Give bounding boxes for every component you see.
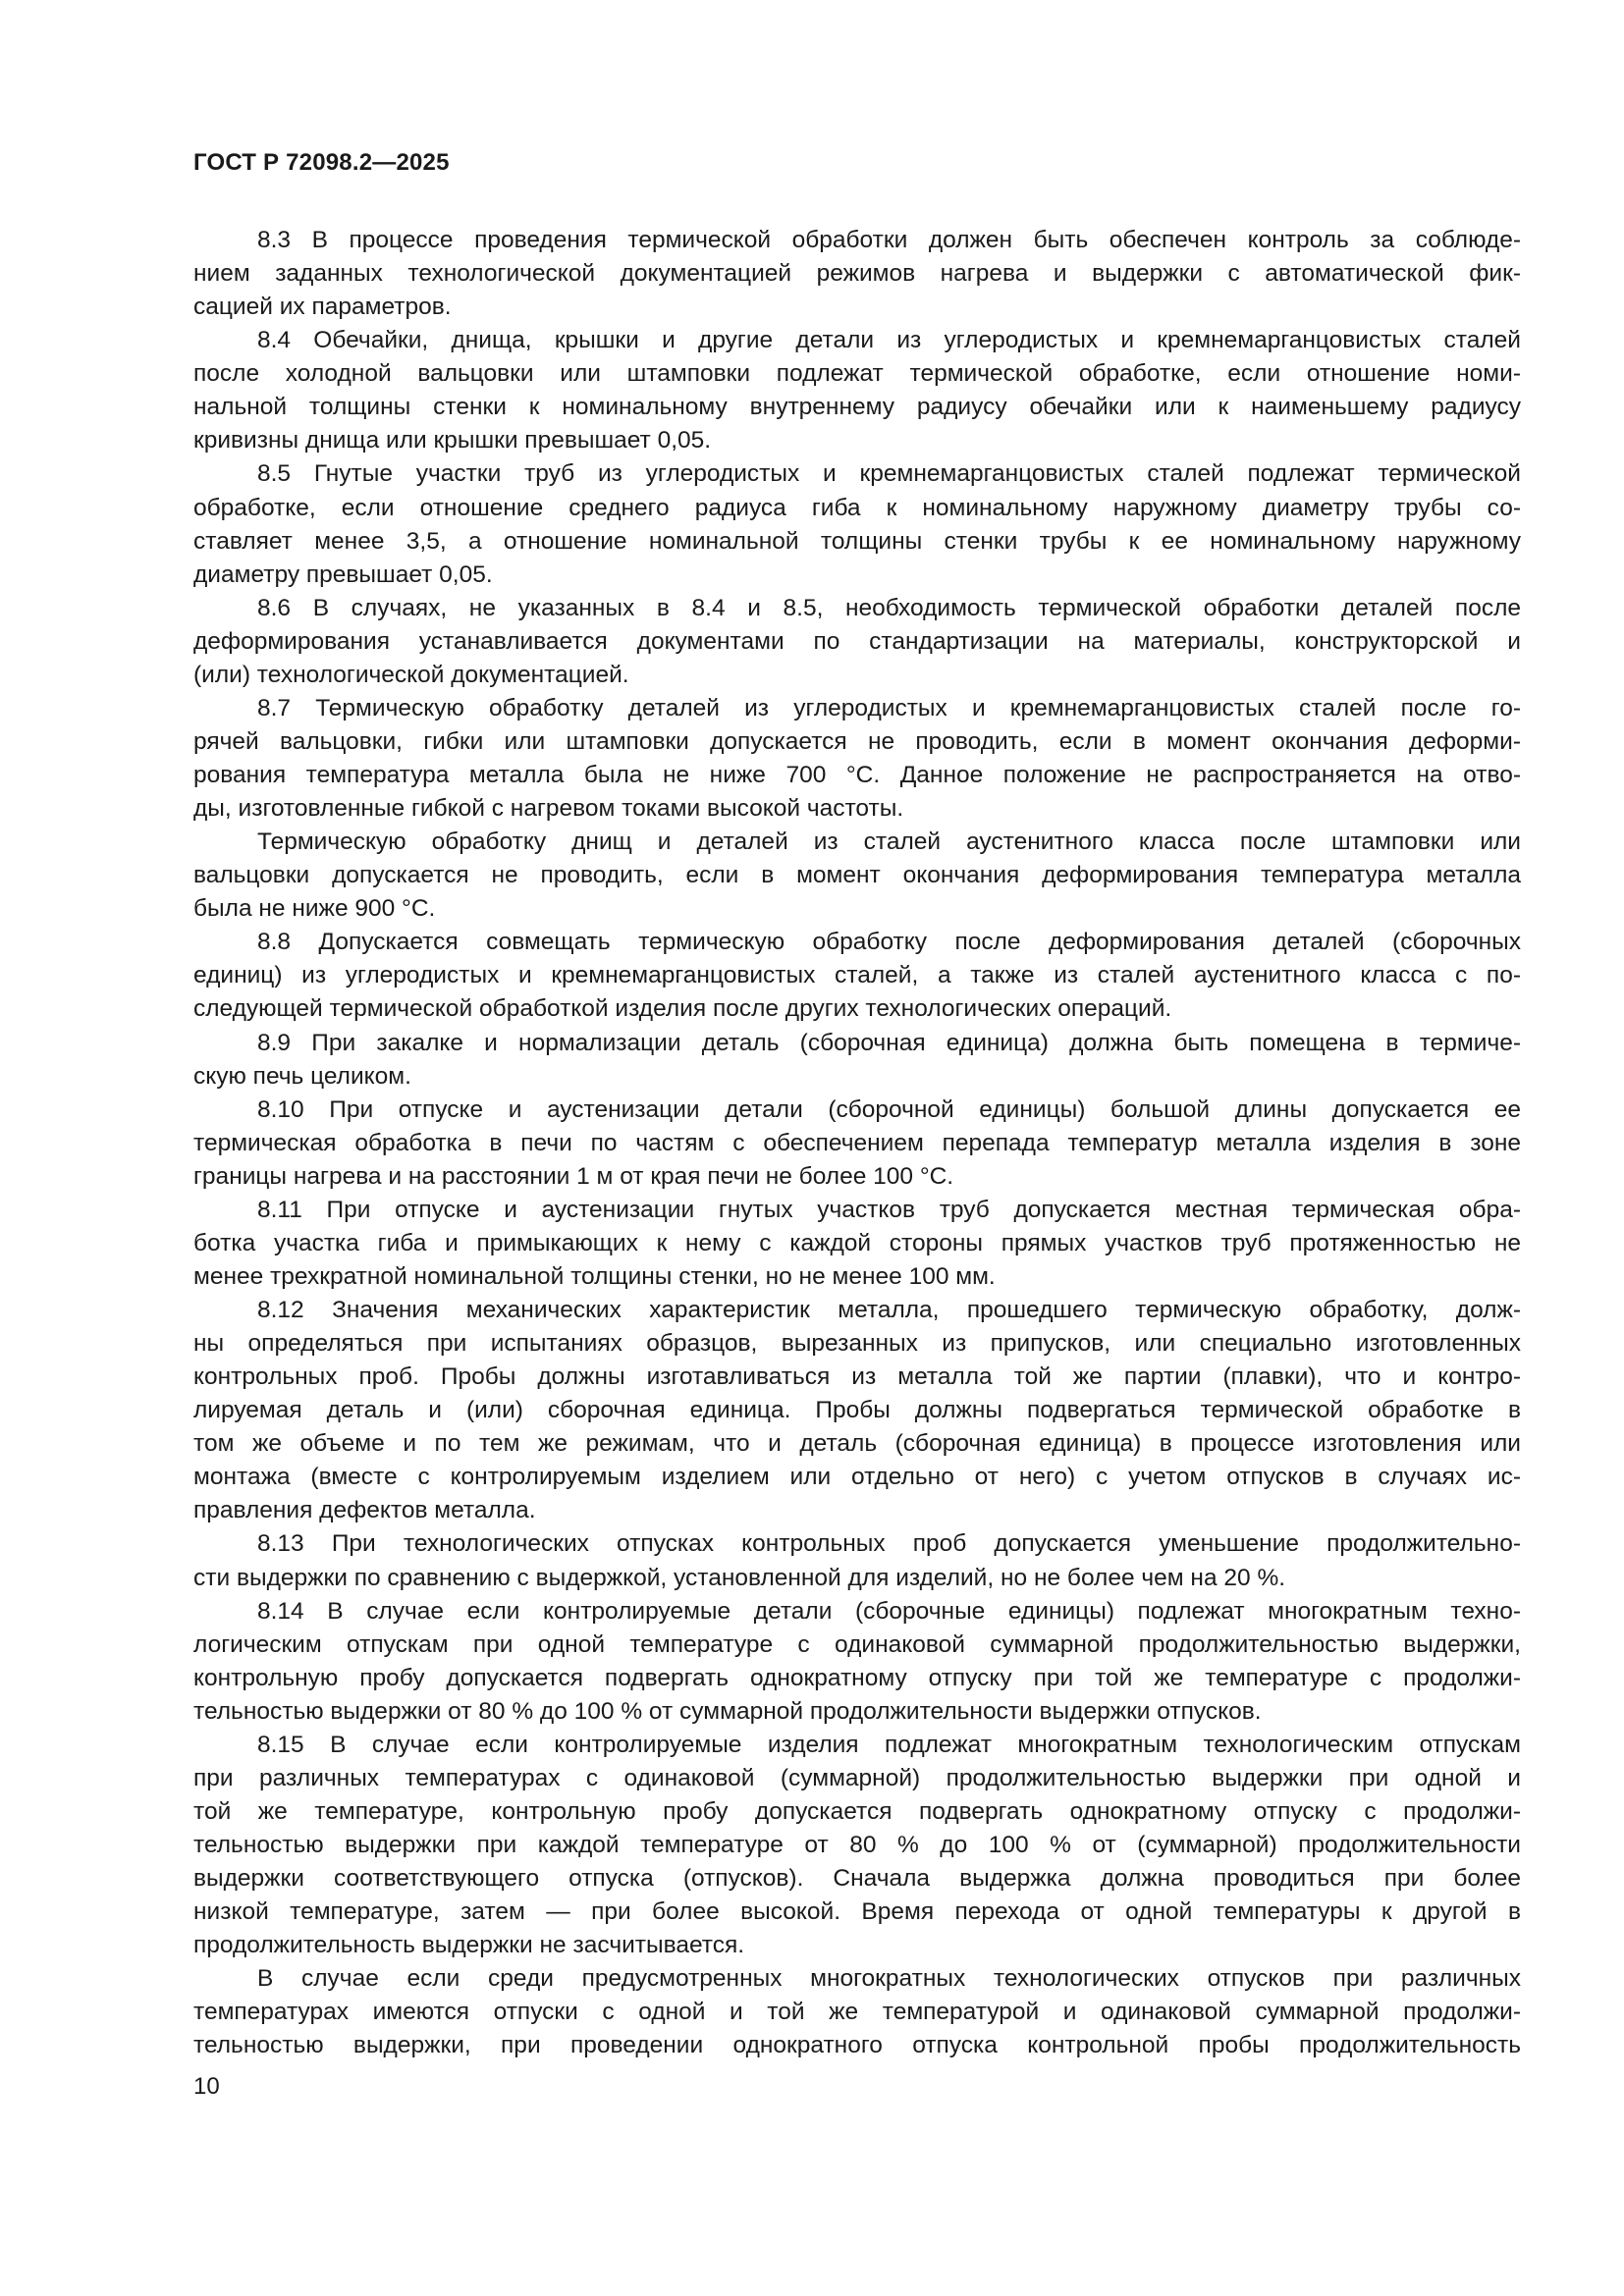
text-line: температурах имеются отпуски с одной и той же температурой и одинаковой суммарной продолжи- xyxy=(193,1999,1521,2026)
text-line: термическая обработка в печи по частям с обеспечением перепада температур металла изделия в зоне xyxy=(193,1129,1521,1156)
text-line: 8.11 При отпуске и аустенизации гнутых участков труб допускается местная термическая обра- xyxy=(257,1196,1521,1223)
paragraph xyxy=(193,1027,1521,1094)
text-line: монтажа (вместе с контролируемым изделием или отдельно от него) с учетом отпусков в случаях ис- xyxy=(193,1464,1521,1491)
text-line: рования температура металла была не ниже 700 °С. Данное положение не распространяется на отво- xyxy=(193,762,1521,788)
paragraph xyxy=(193,592,1521,692)
paragraph xyxy=(193,692,1521,826)
document-header: ГОСТ Р 72098.2—2025 xyxy=(193,149,450,176)
text-line: 8.15 В случае если контролируемые изделия подлежат многократным технологическим отпускам xyxy=(257,1731,1521,1758)
paragraph xyxy=(193,1527,1521,1594)
text-line: низкой температуре, затем — при более высокой. Время перехода от одной температуры к другой в xyxy=(193,1898,1521,1926)
text-line: при различных температурах с одинаковой (суммарной) продолжительностью выдержки при одной и xyxy=(193,1764,1521,1791)
text-line: нием заданных технологической документацией режимов нагрева и выдержки с автоматической фик- xyxy=(193,260,1521,288)
text-line: границы нагрева и на расстоянии 1 м от края печи не более 100 °С. xyxy=(193,1162,954,1190)
paragraph xyxy=(193,1595,1521,1729)
text-line: после холодной вальцовки или штамповки подлежат термической обработке, если отношение номи- xyxy=(193,360,1521,388)
paragraph xyxy=(193,1094,1521,1194)
text-line: 8.6 В случаях, не указанных в 8.4 и 8.5, необходимость термической обработки деталей после xyxy=(257,594,1521,621)
text-line: правления дефектов металла. xyxy=(193,1497,536,1524)
text-line: ны определяться при испытаниях образцов, вырезанных из припусков, или специально изготовленных xyxy=(193,1330,1521,1358)
text-line: 8.7 Термическую обработку деталей из углеродистых и кремнемарганцовистых сталей после го- xyxy=(257,694,1521,721)
text-line: 8.13 При технологических отпусках контрольных проб допускается уменьшение продолжительно- xyxy=(257,1530,1521,1558)
text-line: 8.8 Допускается совмещать термическую обработку после деформирования деталей (сборочных xyxy=(257,929,1521,956)
text-line: 8.14 В случае если контролируемые детали (сборочные единицы) подлежат многократным техно- xyxy=(257,1597,1521,1625)
text-line: ставляет менее 3,5, а отношение номинальной толщины стенки трубы к ее номинальному наружному xyxy=(193,527,1521,555)
text-line: 8.10 При отпуске и аустенизации детали (сборочной единицы) большой длины допускается ее xyxy=(257,1095,1521,1123)
paragraph xyxy=(193,1194,1521,1294)
text-line: той же температуре, контрольную пробу допускается подвергать однократному отпуску с продолжи- xyxy=(193,1797,1521,1825)
text-line: деформирования устанавливается документами по стандартизации на материалы, конструкторской и xyxy=(193,627,1521,655)
paragraph xyxy=(193,1729,1521,1962)
text-line: диаметру превышает 0,05. xyxy=(193,561,493,588)
text-line: контрольных проб. Пробы должны изготавливаться из металла той же партии (плавки), что и контро- xyxy=(193,1363,1521,1391)
text-line: выдержки соответствующего отпуска (отпусков). Сначала выдержка должна проводиться при более xyxy=(193,1865,1521,1893)
paragraph xyxy=(193,1294,1521,1527)
paragraph xyxy=(193,224,1521,324)
text-line: том же объеме и по тем же режимам, что и деталь (сборочная единица) в процессе изготовления или xyxy=(193,1430,1521,1458)
text-line: логическим отпускам при одной температуре с одинаковой суммарной продолжительностью выдержки, xyxy=(193,1630,1521,1658)
text-line: 8.9 При закалке и нормализации деталь (сборочная единица) должна быть помещена в термиче- xyxy=(257,1029,1521,1056)
text-line: вальцовки допускается не проводить, если в момент окончания деформирования температура металла xyxy=(193,862,1521,889)
paragraph xyxy=(193,457,1521,591)
text-line: (или) технологической документацией. xyxy=(193,661,629,688)
paragraph xyxy=(193,324,1521,457)
paragraph xyxy=(193,1962,1521,2062)
text-line: сти выдержки по сравнению с выдержкой, установленной для изделий, но не более чем на 20 %. xyxy=(193,1564,1286,1591)
text-line: Термическую обработку днищ и деталей из сталей аустенитного класса после штамповки или xyxy=(257,828,1521,856)
paragraph xyxy=(193,826,1521,926)
text-line: сацией их параметров. xyxy=(193,294,452,321)
text-line: 8.3 В процессе проведения термической обработки должен быть обеспечен контроль за соблюде- xyxy=(257,227,1521,253)
document-body xyxy=(193,224,1521,2062)
text-line: единиц) из углеродистых и кремнемарганцовистых сталей, а также из сталей аустенитного класса с по- xyxy=(193,962,1521,989)
text-line: рячей вальцовки, гибки или штамповки допускается не проводить, если в момент окончания деформи- xyxy=(193,727,1521,755)
text-line: контрольную пробу допускается подвергать однократному отпуску при той же температуре с продолжи- xyxy=(193,1664,1521,1691)
text-line: В случае если среди предусмотренных многократных технологических отпусков при различных xyxy=(257,1965,1521,1993)
text-line: следующей термической обработкой изделия после других технологических операций. xyxy=(193,995,1172,1023)
text-line: тельностью выдержки от 80 % до 100 % от суммарной продолжительности выдержки отпусков. xyxy=(193,1697,1262,1725)
text-line: 8.5 Гнутые участки труб из углеродистых и кремнемарганцовистых сталей подлежат термической xyxy=(257,460,1521,488)
page-number: 10 xyxy=(193,2073,220,2100)
text-line: нальной толщины стенки к номинальному внутреннему радиусу обечайки или к наименьшему радиусу xyxy=(193,394,1521,421)
text-line: ботка участка гиба и примыкающих к нему с каждой стороны прямых участков труб протяженностью не xyxy=(193,1229,1521,1256)
text-line: тельностью выдержки при каждой температуре от 80 % до 100 % от (суммарной) продолжительности xyxy=(193,1832,1521,1858)
text-line: была не ниже 900 °С. xyxy=(193,895,436,923)
text-line: 8.4 Обечайки, днища, крышки и другие детали из углеродистых и кремнемарганцовистых сталей xyxy=(257,327,1521,354)
text-line: 8.12 Значения механических характеристик металла, прошедшего термическую обработку, долж- xyxy=(257,1297,1521,1323)
text-line: скую печь целиком. xyxy=(193,1062,411,1090)
paragraph xyxy=(193,926,1521,1026)
text-line: продолжительность выдержки не засчитывается. xyxy=(193,1932,745,1959)
text-line: лируемая деталь и (или) сборочная единица. Пробы должны подвергаться термической обработке в xyxy=(193,1397,1521,1424)
text-line: тельностью выдержки, при проведении однократного отпуска контрольной пробы продолжительность xyxy=(193,2032,1521,2059)
text-line: обработке, если отношение среднего радиуса гиба к номинальному наружному диаметру трубы со- xyxy=(193,494,1521,521)
text-line: ды, изготовленные гибкой с нагревом токами высокой частоты. xyxy=(193,795,904,823)
text-line: менее трехкратной номинальной толщины стенки, но не менее 100 мм. xyxy=(193,1262,996,1290)
text-line: кривизны днища или крышки превышает 0,05. xyxy=(193,427,712,454)
